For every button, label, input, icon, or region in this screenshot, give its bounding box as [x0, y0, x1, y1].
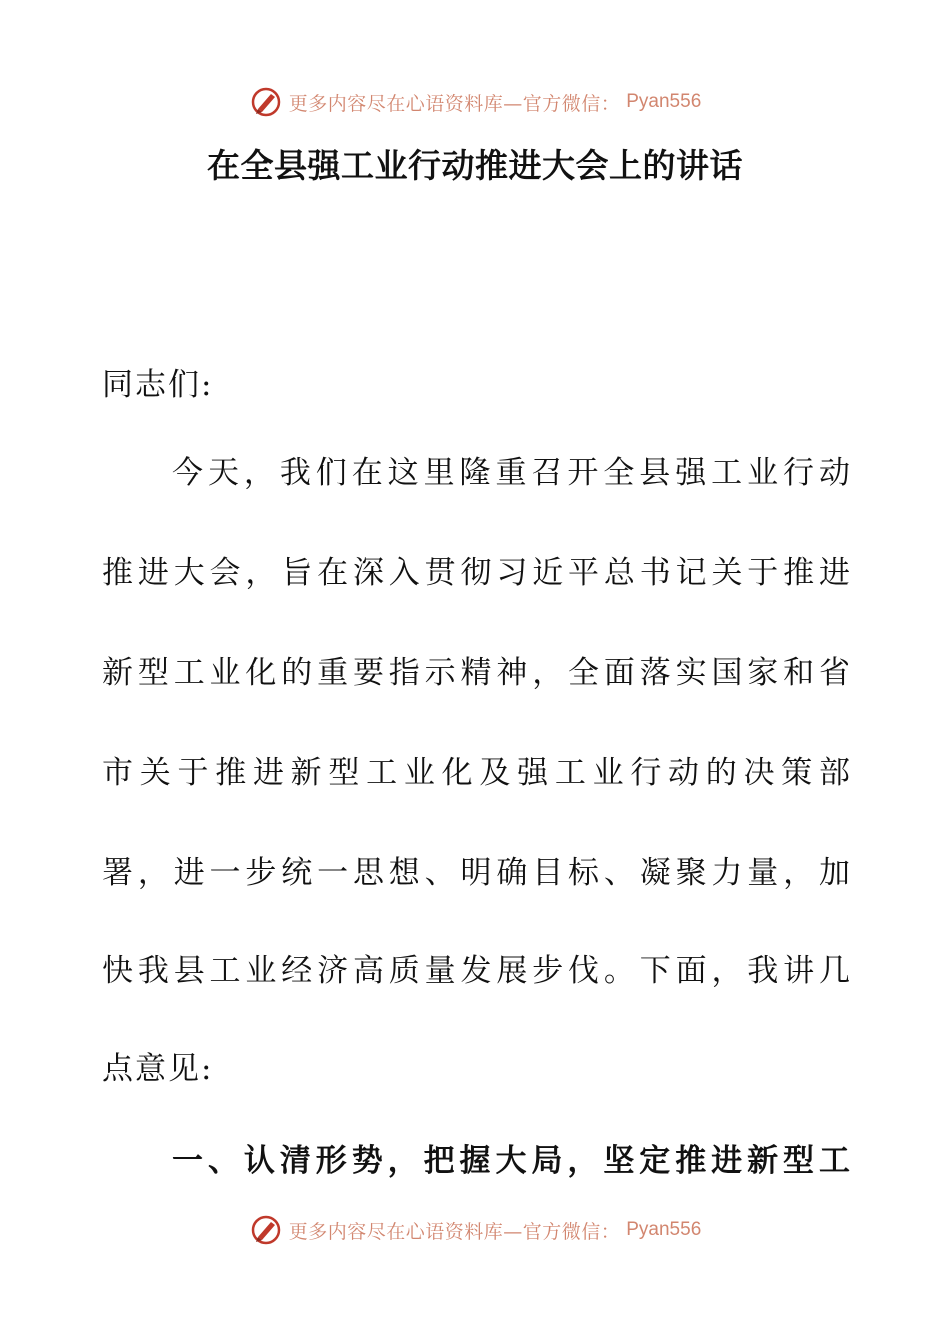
pen-circle-logo-icon	[249, 1213, 283, 1247]
paragraph-line: 署，进一步统一思想、明确目标、凝聚力量，加	[102, 855, 850, 891]
watermark-account: Pyan556	[626, 91, 702, 112]
paragraph-line: 新型工业化的重要指示精神，全面落实国家和省	[102, 655, 850, 691]
watermark-account: Pyan556	[626, 1219, 702, 1240]
footer-watermark	[0, 1210, 950, 1250]
paragraph-line: 快我县工业经济高质量发展步伐。下面，我讲几	[102, 953, 850, 989]
section-heading: 一、认清形势，把握大局，坚定推进新型工	[172, 1143, 850, 1179]
header-watermark	[0, 82, 950, 122]
pen-circle-logo-icon	[249, 85, 283, 119]
watermark-text: 更多内容尽在心语资料库—官方微信：	[288, 92, 621, 115]
watermark-text: 更多内容尽在心语资料库—官方微信：	[288, 1220, 621, 1243]
paragraph-line: 市关于推进新型工业化及强工业行动的决策部	[102, 755, 850, 791]
paragraph-line: 点意见:	[102, 1051, 214, 1087]
paragraph-line: 推进大会，旨在深入贯彻习近平总书记关于推进	[102, 555, 850, 591]
salutation: 同志们:	[102, 367, 214, 403]
paragraph-line: 今天，我们在这里隆重召开全县强工业行动	[172, 455, 850, 491]
document-title: 在全县强工业行动推进大会上的讲话	[207, 146, 743, 185]
